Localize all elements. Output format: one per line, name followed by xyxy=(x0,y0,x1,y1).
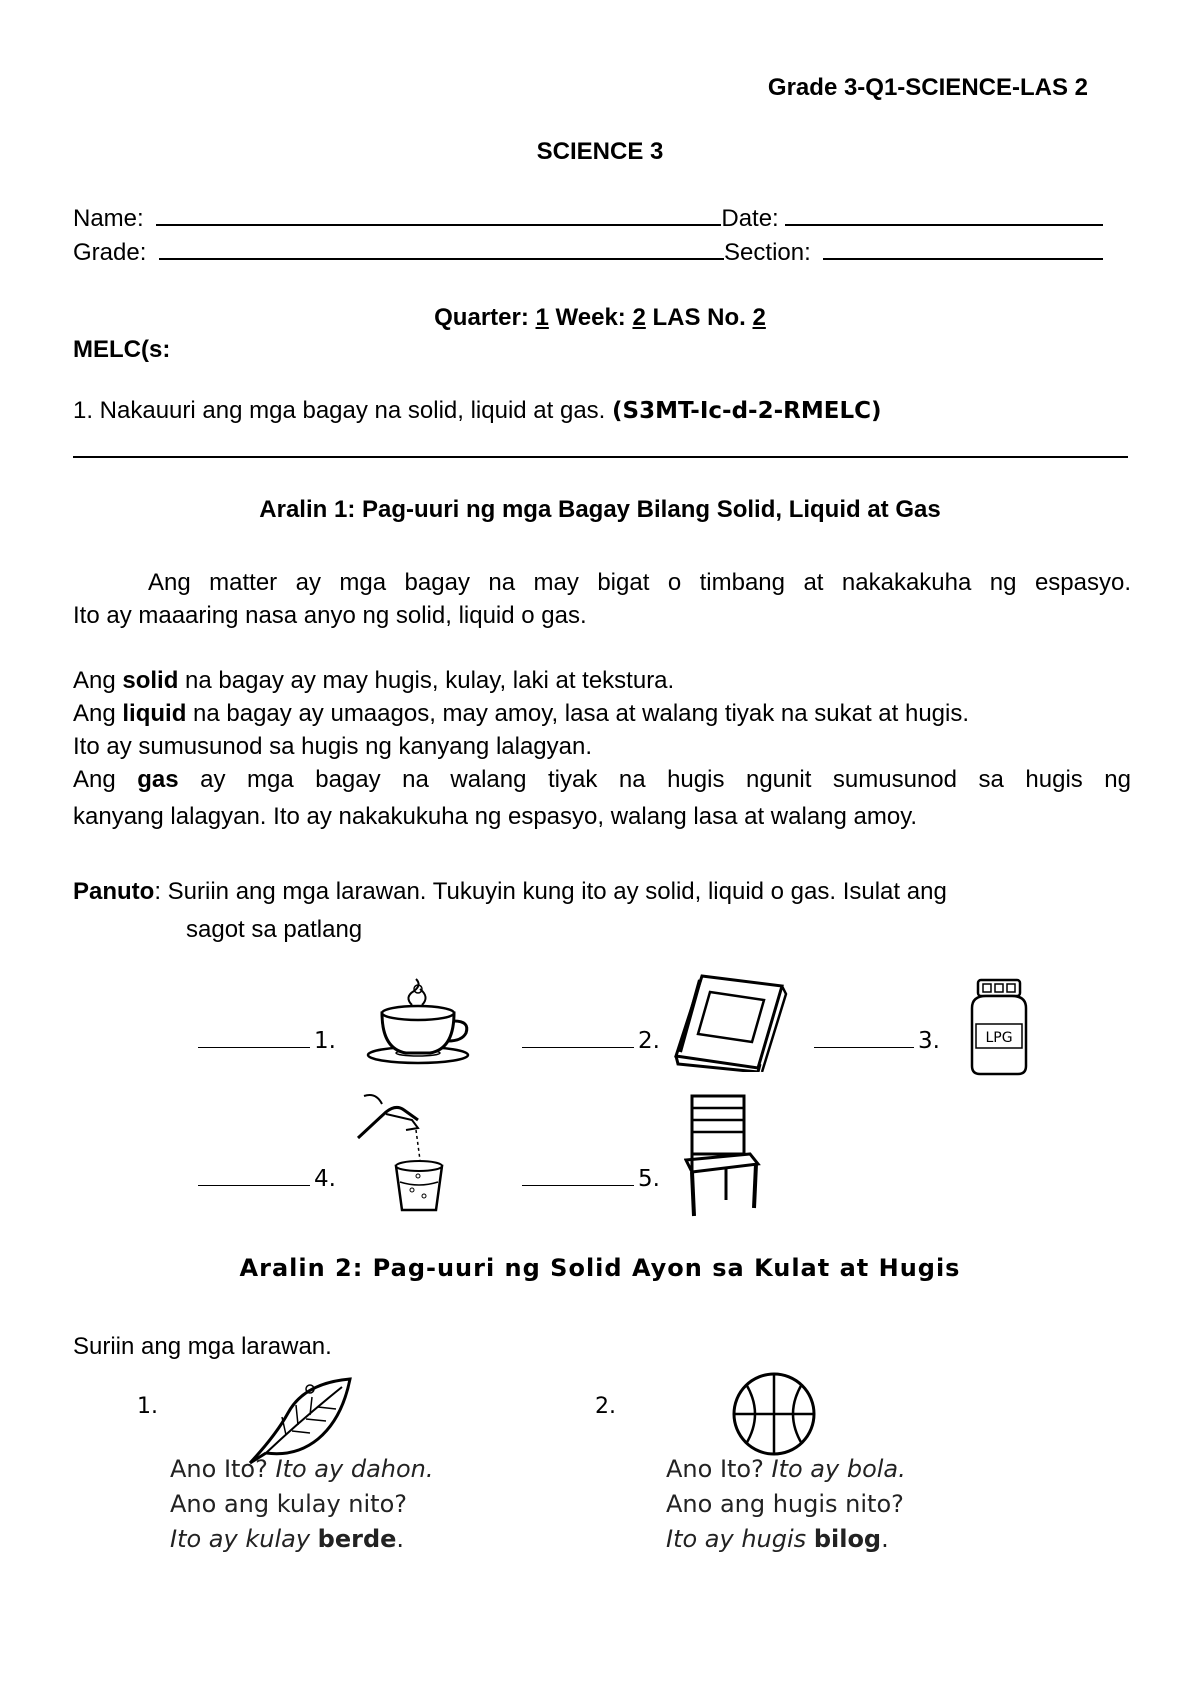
example-1-answer: Ito ay dahon. xyxy=(275,1455,434,1483)
melc-item-text: 1. Nakauuri ang mga bagay na solid, liquid at gas. xyxy=(73,397,606,424)
lesson1-intro-line2: Ito ay maaaring nasa anyo ng solid, liquid o gas. xyxy=(73,602,587,629)
answer-item-3: 3. xyxy=(814,1028,940,1054)
lesson1-intro-line1: Ang matter ay mga bagay na may bigat o timbang at nakakakuha ng espasyo. xyxy=(148,569,1131,596)
answer-blank-1[interactable] xyxy=(198,1047,310,1048)
quarter-line xyxy=(0,304,1200,332)
example-1-number: 1. xyxy=(137,1394,158,1419)
las-label: LAS No. xyxy=(652,304,746,331)
answer-item-4: 4. xyxy=(198,1166,336,1192)
answer-blank-3[interactable] xyxy=(814,1047,914,1048)
section-label: Section: xyxy=(724,239,811,266)
example-2-question: Ano Ito? xyxy=(666,1455,764,1483)
page-title: SCIENCE 3 xyxy=(536,138,664,165)
grade-section-row xyxy=(73,238,1103,267)
basketball-icon xyxy=(730,1370,818,1458)
gas-definition: Ang gas ay mga bagay na walang tiyak na hugis ngunit sumusunod sa hugis ng xyxy=(73,766,1132,793)
solid-definition: Ang solid na bagay ay may hugis, kulay, laki at tekstura. xyxy=(73,667,675,694)
example-2-question-2: Ano ang hugis nito? xyxy=(666,1490,904,1518)
answer-blank-5[interactable] xyxy=(522,1185,634,1186)
answer-item-2: 2. xyxy=(522,1028,660,1054)
document-code: Grade 3-Q1-SCIENCE-LAS 2 xyxy=(767,74,1088,101)
liquid-definition: Ang liquid na bagay ay umaagos, may amoy, lasa at walang tiyak na sukat at hugis. xyxy=(73,700,970,727)
example-2-answer: Ito ay bola. xyxy=(771,1455,906,1483)
grade-label: Grade: xyxy=(73,239,147,266)
las-value: 2 xyxy=(752,304,766,331)
directions-label: Panuto xyxy=(73,878,155,905)
chair-icon xyxy=(684,1092,762,1220)
lpg-tank-icon xyxy=(966,978,1032,1078)
answer-blank-2[interactable] xyxy=(522,1047,634,1048)
quarter-value: 1 xyxy=(535,304,549,331)
answer-item-5: 5. xyxy=(522,1166,660,1192)
name-date-row xyxy=(73,204,1103,233)
answer-item-1: 1. xyxy=(198,1028,336,1054)
solid-term: solid xyxy=(122,667,179,694)
lesson2-title: Aralin 2: Pag-uuri ng Solid Ayon sa Kulat at Hugis xyxy=(239,1254,961,1282)
name-label: Name: xyxy=(73,205,144,232)
date-field[interactable] xyxy=(785,204,1103,226)
example-2-shape: bilog xyxy=(813,1525,882,1553)
grade-field[interactable] xyxy=(159,238,724,260)
date-label: Date: xyxy=(721,205,779,232)
directions: Panuto: Suriin ang mga larawan. Tukuyin kung ito ay solid, liquid o gas. Isulat ang xyxy=(73,878,947,905)
liquid-definition-line2: Ito ay sumusunod sa hugis ng kanyang lalagyan. xyxy=(73,733,593,760)
example-1-text: Ano Ito? Ito ay dahon. Ano ang kulay nito? Ito ay kulay berde. xyxy=(170,1455,434,1553)
example-2-text: Ano Ito? Ito ay bola. Ano ang hugis nito? Ito ay hugis bilog. xyxy=(666,1455,906,1553)
lesson2-instruction: Suriin ang mga larawan. xyxy=(73,1333,332,1360)
pouring-water-glass-icon xyxy=(356,1090,466,1216)
week-label: Week: xyxy=(555,304,626,331)
example-1-question: Ano Ito? xyxy=(170,1455,268,1483)
book-icon xyxy=(672,972,792,1072)
melc-label: MELC(s: xyxy=(73,336,171,363)
name-field[interactable] xyxy=(156,204,721,226)
liquid-term: liquid xyxy=(122,700,187,727)
gas-definition-line2: kanyang lalagyan. Ito ay nakakukuha ng espasyo, walang lasa at walang amoy. xyxy=(73,803,918,830)
divider xyxy=(73,456,1128,458)
teacup-icon xyxy=(360,975,478,1075)
melc-item xyxy=(73,397,882,425)
gas-term: gas xyxy=(137,766,179,793)
example-1-color: berde xyxy=(317,1525,397,1553)
quarter-label: Quarter: xyxy=(434,304,529,331)
melc-code: (S3MT-Ic-d-2-RMELC) xyxy=(612,398,882,424)
directions-line2: sagot sa patlang xyxy=(186,916,363,943)
answer-blank-4[interactable] xyxy=(198,1185,310,1186)
example-2-number: 2. xyxy=(595,1394,616,1419)
lesson1-title: Aralin 1: Pag-uuri ng mga Bagay Bilang Solid, Liquid at Gas xyxy=(259,496,941,523)
lpg-tank-label: LPG xyxy=(985,1030,1013,1046)
week-value: 2 xyxy=(632,304,646,331)
section-field[interactable] xyxy=(823,238,1103,260)
example-1-question-2: Ano ang kulay nito? xyxy=(170,1490,408,1518)
